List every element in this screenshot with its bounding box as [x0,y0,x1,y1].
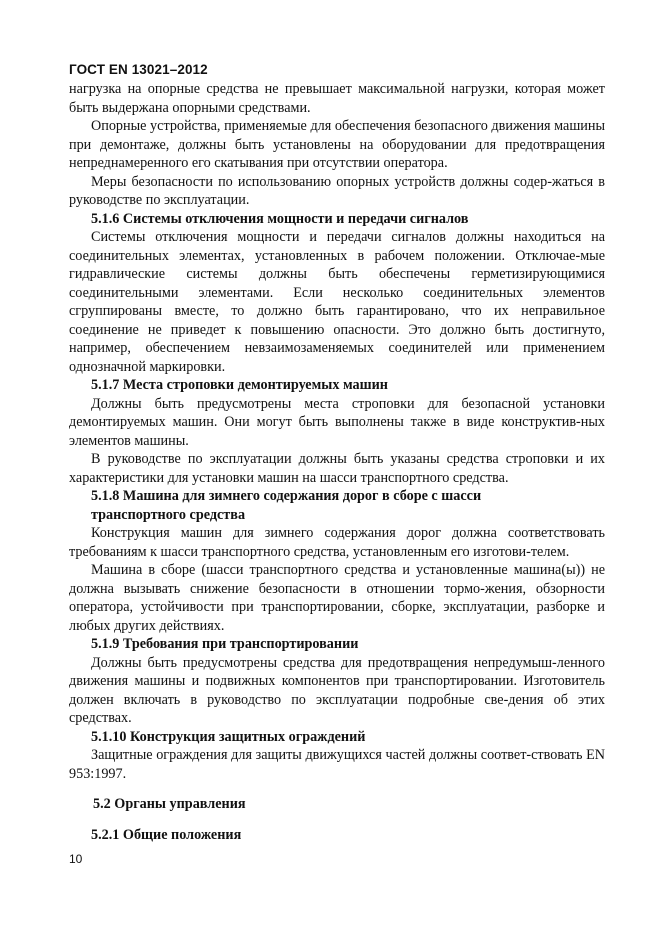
heading-5-2: 5.2 Органы управления [93,796,246,812]
heading-5-1-8: 5.1.8 Машина для зимнего содержания дорог в сборе с шасси транспортного средства [91,488,482,523]
document-body [69,80,605,844]
document-code-header: ГОСТ EN 13021–2012 [69,62,208,77]
paragraph-continuation: нагрузка на опорные средства не превышает максимальной нагрузки, которая может быть выдержана опорными средствами. [69,81,605,116]
paragraph-transport-requirements: Должны быть предусмотрены средства для предотвращения непредумыш-ленного движения машины и подвижных компонентов при транспортировании. Изготовитель должен включать в руководство по эксплуатации подробные све-дения об этих средствах. [69,654,605,726]
heading-5-1-9: 5.1.9 Требования при транспортировании [91,636,359,652]
heading-5-1-10: 5.1.10 Конструкция защитных ограждений [91,728,366,745]
paragraph-winter-machine-design: Конструкция машин для зимнего содержания дорог должна соответствовать требованиям к шасси транспортного средства, установленным его изготови-телем. [69,525,605,560]
paragraph-guard-design: Защитные ограждения для защиты движущихся частей должны соответ-ствовать EN 953:1997. [69,747,605,782]
page-number: 10 [69,852,83,866]
paragraph-slinging-points: Должны быть предусмотрены места строповки для безопасной установки демонтируемых машин. Они могут быть выполнены также в виде конструктив-ных элементов машины. [69,395,605,449]
paragraph-assembled-machine: Машина в сборе (шасси транспортного средства и установленные машина(ы)) не должна вызывать снижение безопасности в отношении тормо-жения, обзорности оператора, устойчивости при транспортировании, сборке, эксплуатации, разборке и любых других действиях. [69,562,605,634]
paragraph-safety-measures: Меры безопасности по использованию опорных устройств должны содер-жаться в руководстве по эксплуатации. [69,173,605,208]
paragraph-slinging-manual: В руководстве по эксплуатации должны быть указаны средства строповки и их характеристики для установки машин на шасси транспортного средства. [69,451,605,486]
paragraph-power-disconnect: Системы отключения мощности и передачи сигналов должны находиться на соединительных элементах, установленных в рабочем положении. Отключае-мые гидравлические системы должны быть обеспечены герметизирующимися соединительными элементами. Если несколько соединительных элементов сгруппированы вместе, то должно быть гарантировано, что их неправильное соединение не приведет к повышению опасности. Это должно быть достигнуто, например, обеспечением невзаимозаменяемых соединителей или применением однозначной маркировки. [69,229,605,375]
heading-5-2-1: 5.2.1 Общие положения [91,826,242,843]
paragraph-support-devices: Опорные устройства, применяемые для обеспечения безопасного движения машины при демонтаже, должны быть установлены на оборудовании для предотвращения непреднамеренного его скатывания при отсутствии оператора. [69,118,605,171]
heading-5-1-6: 5.1.6 Системы отключения мощности и передачи сигналов [91,210,469,227]
heading-5-1-7: 5.1.7 Места строповки демонтируемых машин [91,377,388,393]
